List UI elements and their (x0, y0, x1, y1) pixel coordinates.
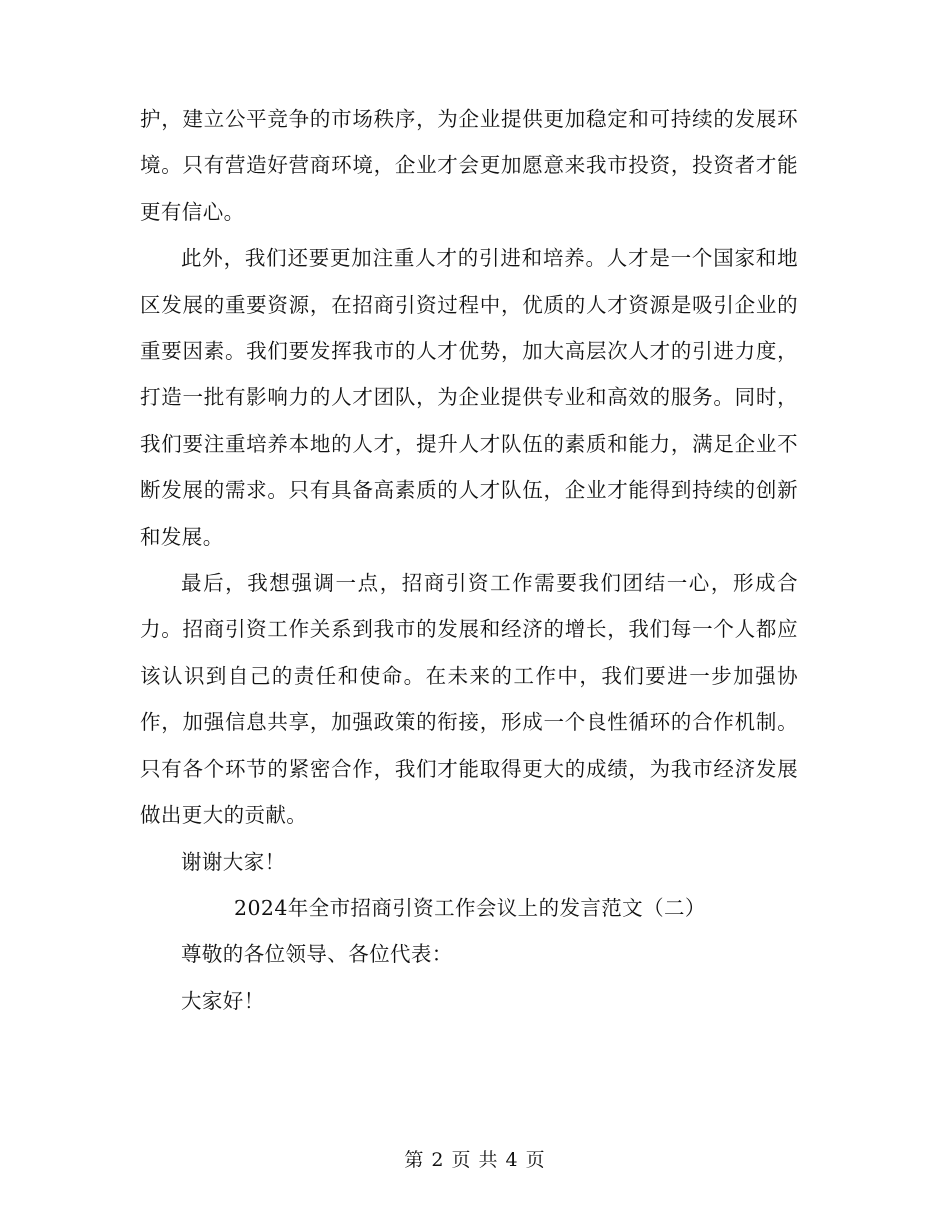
footer-prefix: 第 (404, 1149, 425, 1171)
paragraph-talent: 此外，我们还要更加注重人才的引进和培养。人才是一个国家和地区发展的重要资源，在招商引资过程中，优质的人才资源是吸引企业的重要因素。我们要发挥我市的人才优势，加大高层次人才的引进力度，打造一批有影响力的人才团队，为企业提供专业和高效的服务。同时，我们要注重培养本地的人才，提升人才队伍的素质和能力，满足企业不断发展的需求。只有具备高素质的人才队伍，企业才能得到持续的创新和发展。 (140, 246, 798, 549)
paragraph-thanks: 谢谢大家！ (181, 849, 286, 874)
salutation: 尊敬的各位领导、各位代表： (181, 942, 453, 967)
footer-page-label: 页 (451, 1149, 472, 1171)
paragraph-continuation: 护，建立公平竞争的市场秩序，为企业提供更加稳定和可持续的发展环境。只有营造好营商环境，企业才会更加愿意来我市投资，投资者才能更有信心。 (140, 107, 798, 224)
total-pages-number: 4 (505, 1149, 519, 1171)
section-subtitle: 2024年全市招商引资工作会议上的发言范文（二） (234, 895, 706, 920)
document-body (140, 96, 798, 1024)
current-page-number: 2 (431, 1149, 445, 1171)
page-footer (0, 1145, 950, 1172)
greeting: 大家好！ (181, 988, 265, 1013)
footer-suffix: 页 (525, 1149, 546, 1171)
footer-total-label: 共 (478, 1149, 499, 1171)
paragraph-cooperation: 最后，我想强调一点，招商引资工作需要我们团结一心，形成合力。招商引资工作关系到我市的发展和经济的增长，我们每一个人都应该认识到自己的责任和使命。在未来的工作中，我们要进一步加强协作，加强信息共享，加强政策的衔接，形成一个良性循环的合作机制。只有各个环节的紧密合作，我们才能取得更大的成绩，为我市经济发展做出更大的贡献。 (140, 571, 798, 828)
